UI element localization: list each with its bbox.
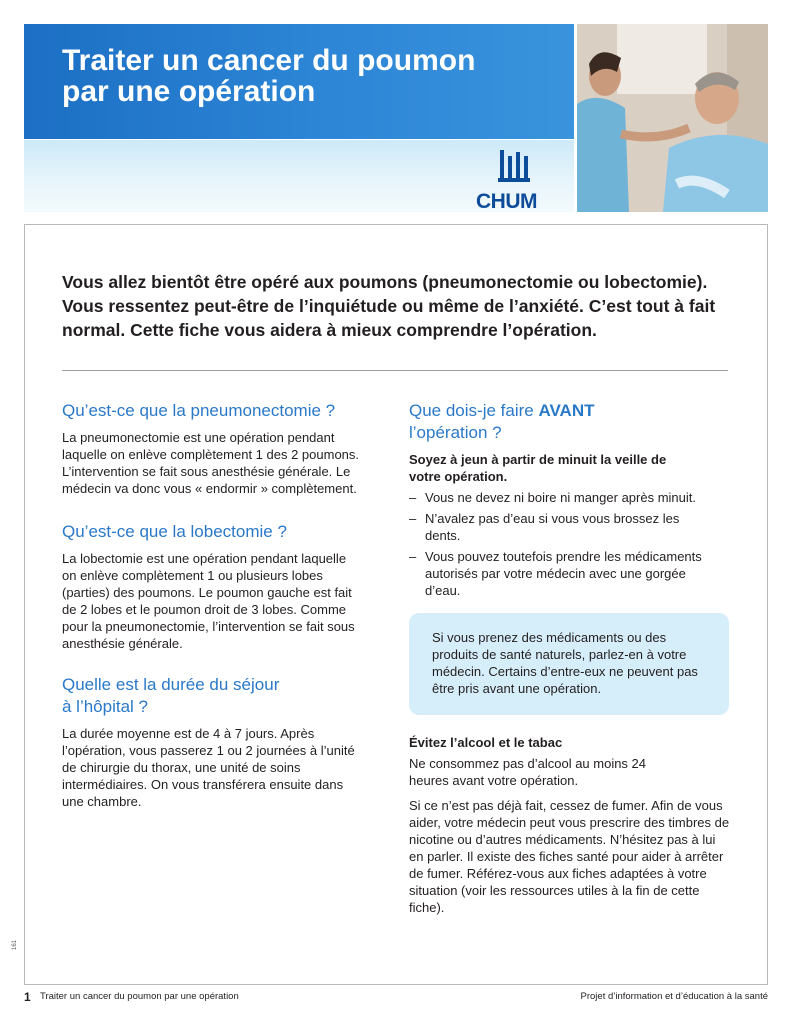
list-item: – N’avalez pas d’eau si vous vous brossez les dents.: [409, 511, 680, 543]
page-title-line1: Traiter un cancer du poumon: [62, 44, 476, 77]
section-title-duree-sejour: [62, 674, 362, 718]
list-item: – Vous pouvez toutefois prendre les médicaments autorisés par votre médecin avec une gorgée d’eau.: [409, 549, 702, 598]
section-title-duree-line1: Quelle est la durée du séjour: [62, 675, 280, 694]
section-title-avant: [409, 400, 731, 444]
content-frame-top: [24, 224, 768, 225]
section-title-alcool-tabac: Évitez l’alcool et le tabac: [409, 735, 563, 750]
medication-callout-text: Si vous prenez des médicaments ou des produits de santé naturels, parlez-en à votre médecin. Certains d’entre-eux ne peuvent pas être pris avant une opération.: [432, 630, 698, 696]
content-frame-bottom: [24, 984, 768, 985]
section-title-duree-line2: à l’hôpital ?: [62, 697, 149, 716]
right-column: [409, 400, 731, 603]
page-title-line2: par une opération: [62, 75, 316, 108]
tobacco-paragraph: Si ce n’est pas déjà fait, cessez de fumer. Afin de vous aider, votre médecin peut vous prescrire des timbres de nicotine ou d’autres médicaments. N’hésitez pas à lui en parler. Il existe des fiches santé pour aider à arrêter de fumer. Référez-vous aux fiches adaptées à votre situation (voir les ressources utiles à la fin de cette fiche).: [409, 798, 730, 915]
alcohol-paragraph: Ne consommez pas d’alcool au moins 24 heures avant votre opération.: [409, 756, 647, 788]
fasting-instruction: Soyez à jeun à partir de minuit la veille de votre opération.: [409, 452, 667, 484]
intro-paragraph: Vous allez bientôt être opéré aux poumons (pneumonectomie ou lobectomie). Vous ressentez peut-être de l’inquiétude ou même de l’anxiété. C’est tout à fait normal. Cette fiche vous aidera à mieux comprendre l’opération.: [62, 272, 716, 340]
side-code: 161: [12, 939, 18, 950]
nurse-patient-illustration: [577, 24, 768, 212]
content-frame-left: [24, 224, 25, 984]
section-title-avant-prefix: Que dois-je faire: [409, 401, 539, 420]
page-number: 1: [24, 990, 31, 1004]
section-title-avant-emphasis: AVANT: [538, 401, 595, 420]
content-frame-right: [767, 224, 768, 984]
medication-callout: [409, 613, 729, 715]
alcohol-tobacco-section: [409, 734, 731, 916]
section-title-lobectomie: Qu’est-ce que la lobectomie ?: [62, 522, 287, 541]
left-column: [62, 400, 362, 810]
section-title-avant-line2: l’opération ?: [409, 423, 502, 442]
section-title-pneumonectomie: Qu’est-ce que la pneumonectomie ?: [62, 401, 336, 420]
section-body-lobectomie: La lobectomie est une opération pendant laquelle on enlève complètement 1 ou plusieurs lobes (parties) des poumons. Le poumon gauche est fait de 2 lobes et le poumon droit de 3 lobes. Comme pour la pneumonectomie, l’intervention se fait sous anesthésie générale.: [62, 551, 355, 651]
page-title: [62, 45, 562, 107]
header-photo: [577, 24, 768, 212]
fasting-bullet-list: [409, 489, 731, 599]
footer-project: Projet d’information et d’éducation à la santé: [580, 991, 768, 1002]
intro-divider: [62, 370, 728, 371]
list-item: – Vous ne devez ni boire ni manger après minuit.: [409, 490, 696, 505]
chum-logo-text: CHUM: [476, 190, 537, 213]
section-body-duree-sejour: La durée moyenne est de 4 à 7 jours. Après l’opération, vous passerez 1 ou 2 journées à l’unité de chirurgie du thorax, une unité de soins intermédiaires. On vous transférera ensuite dans une chambre.: [62, 726, 355, 809]
footer-doc-title: Traiter un cancer du poumon par une opération: [40, 991, 239, 1002]
section-body-pneumonectomie: La pneumonectomie est une opération pendant laquelle on enlève complètement 1 des 2 poumons. L’intervention se fait sous anesthésie générale. Le médecin va donc vous « endormir » complètement.: [62, 430, 360, 496]
